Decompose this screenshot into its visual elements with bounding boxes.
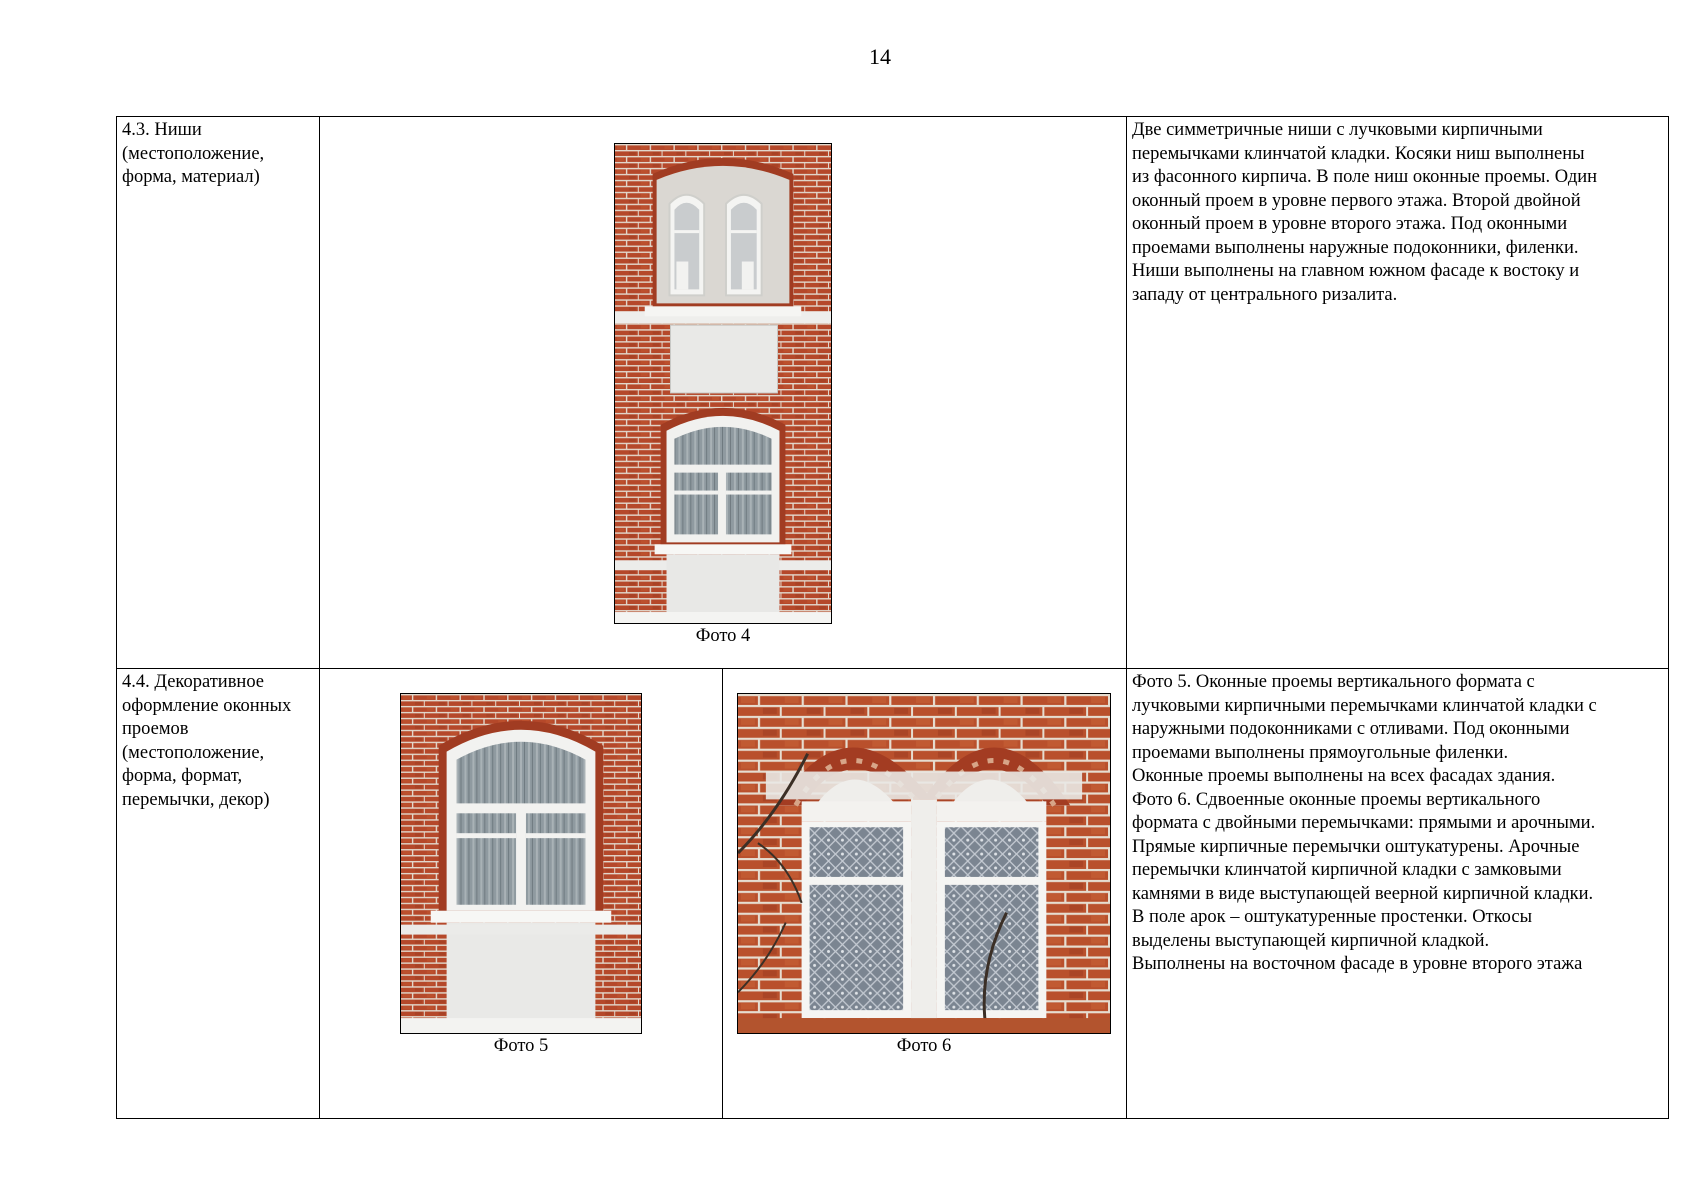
document-table — [116, 116, 1669, 1119]
description-line: Оконные проемы выполнены на всех фасадах здания. — [1132, 766, 1556, 786]
description-line: Фото 5. Оконные проемы вертикального формата с — [1132, 672, 1535, 692]
facade-niche-photo — [614, 143, 832, 624]
single-window-photo — [400, 693, 642, 1034]
description-line: Две симметричные ниши с лучковыми кирпичными — [1132, 120, 1543, 140]
description-line: оконный проем в уровне первого этажа. Второй двойной — [1132, 190, 1581, 211]
description-line: Прямые кирпичные перемычки оштукатурены. Арочные — [1132, 836, 1580, 857]
description-line: оконный проем в уровне второго этажа. Под оконными — [1132, 214, 1568, 234]
photo-caption: Фото 5 — [493, 1036, 549, 1056]
description-line: формата с двойными перемычками: прямыми и арочными. — [1132, 813, 1596, 833]
photo-caption: Фото 4 — [695, 626, 751, 646]
row-label-cell — [117, 117, 320, 669]
row-label: 4.4. Декоративное оформление оконных проемов (местоположение, форма, формат, перемычки, декор) — [122, 672, 292, 810]
page-number: 14 — [869, 44, 891, 69]
description-line: проемами выполнены наружные подоконники, филенки. — [1132, 237, 1579, 258]
description-line: В поле арок – оштукатуренные простенки. Откосы — [1132, 907, 1533, 927]
photo-cell — [320, 117, 1127, 669]
double-arched-window-photo — [737, 693, 1111, 1034]
row-label: 4.3. Ниши (местоположение, форма, материал) — [122, 120, 265, 187]
description-cell — [1127, 117, 1669, 669]
description-line: западу от центрального ризалита. — [1132, 284, 1398, 305]
description-line: из фасонного кирпича. В поле ниш оконные проемы. Один — [1132, 167, 1598, 187]
description-line: наружными подоконниками с отливами. Под оконными — [1132, 719, 1570, 739]
row-label-cell — [117, 669, 320, 1119]
photo-caption: Фото 6 — [896, 1036, 952, 1056]
table-row-niches — [117, 117, 1669, 669]
description-cell — [1127, 669, 1669, 1119]
description-line: перемычки клинчатой кирпичной кладки с замковыми — [1132, 860, 1562, 880]
table-row-windows — [117, 669, 1669, 1119]
description-line: Фото 6. Сдвоенные оконные проемы вертикального — [1132, 789, 1541, 810]
description-line: перемычками клинчатой кладки. Косяки ниш выполнены — [1132, 143, 1585, 164]
description-line: камнями в виде выступающей веерной кирпичной кладки. — [1132, 883, 1594, 904]
photo-cell — [723, 669, 1127, 1119]
description-line: выделены выступающей кирпичной кладкой. — [1132, 930, 1490, 951]
description-line: проемами выполнены прямоугольные филенки. — [1132, 742, 1509, 763]
description-line: Ниши выполнены на главном южном фасаде к востоку и — [1132, 261, 1580, 281]
photo-cell — [320, 669, 723, 1119]
description-line: лучковыми кирпичными перемычками клинчатой кладки с — [1132, 695, 1597, 716]
description-line: Выполнены на восточном фасаде в уровне второго этажа — [1132, 954, 1583, 974]
